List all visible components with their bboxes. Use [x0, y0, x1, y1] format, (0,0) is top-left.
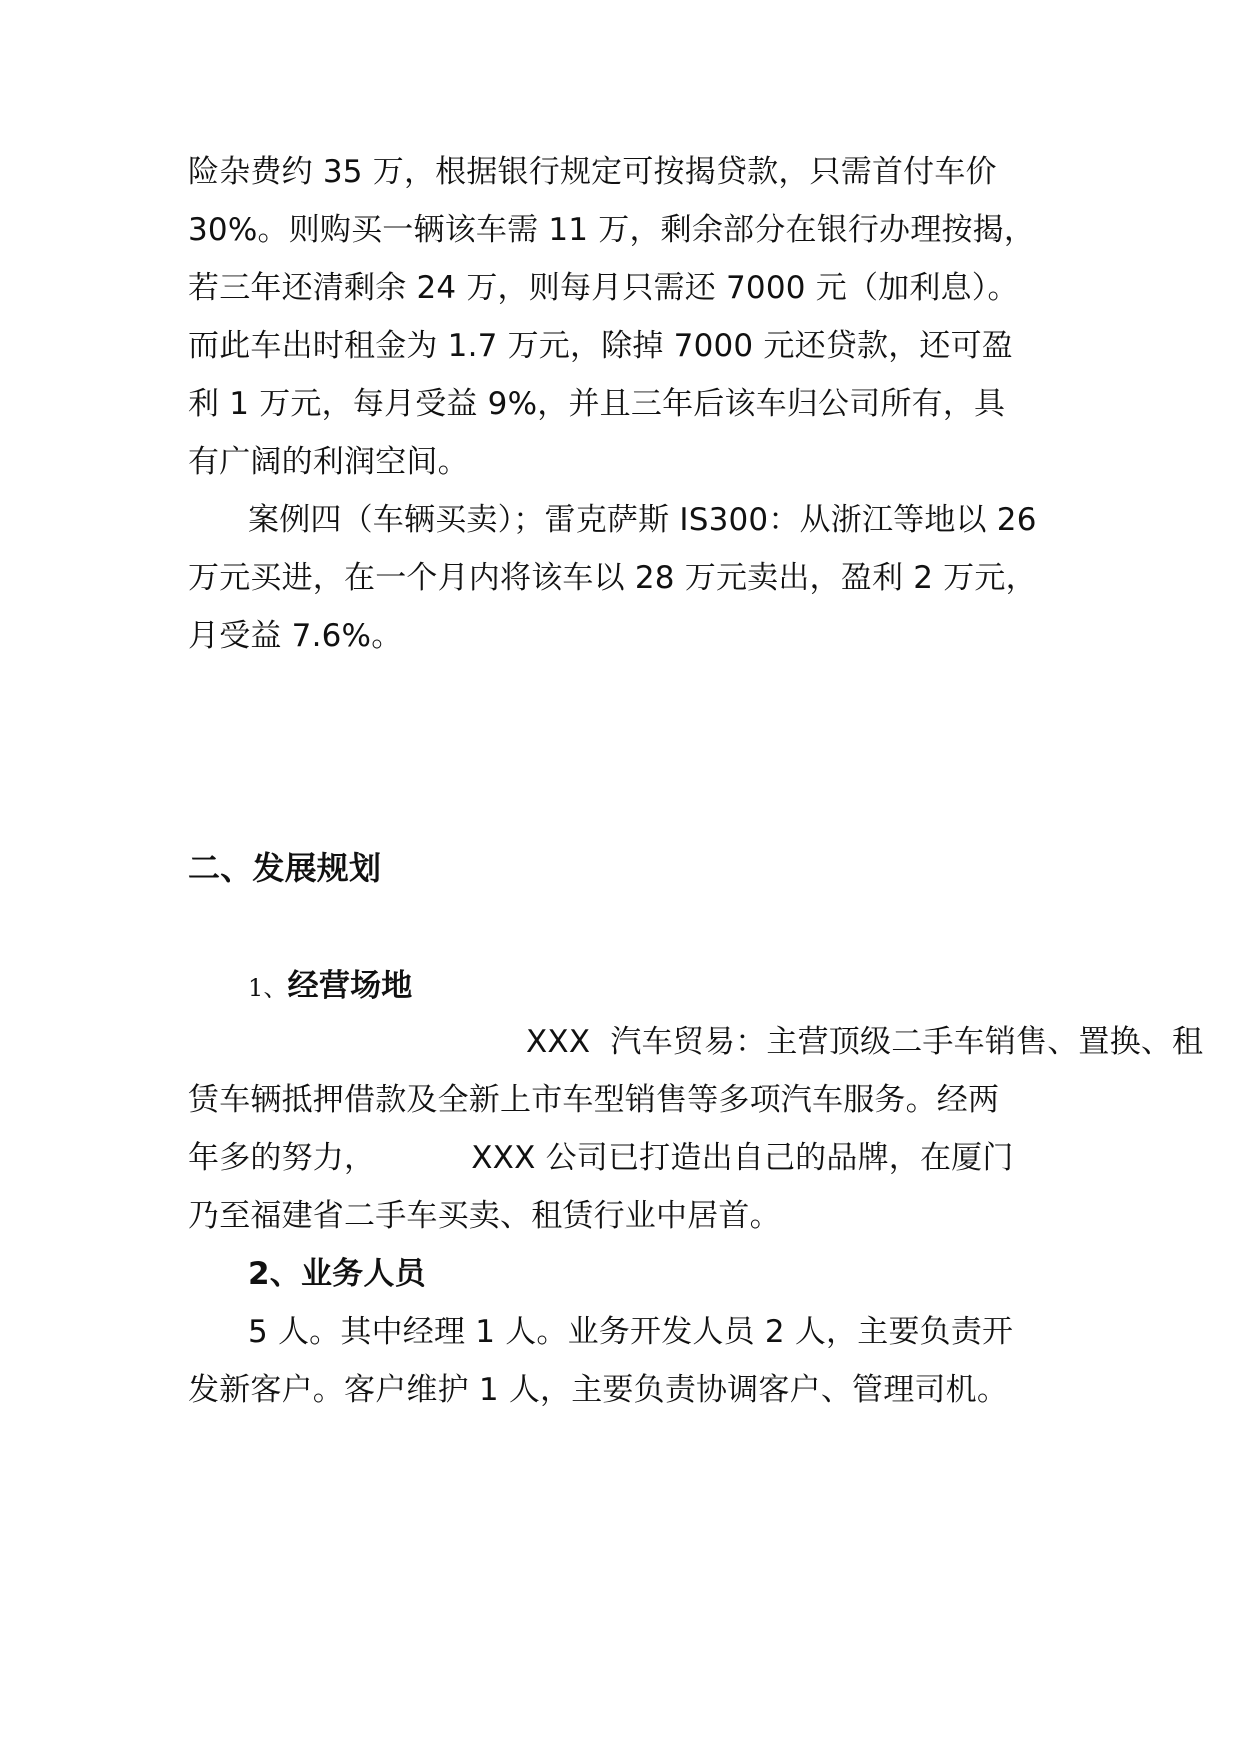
item1-line3-text: 公司已打造出自己的品牌，在厦门: [545, 1140, 1014, 1176]
item2-heading: 2、业务人员: [248, 1256, 426, 1292]
item1-heading: [248, 964, 1128, 1010]
paragraph2-line-2: 万元买进，在一个月内将该车以 28 万元卖出，盈利 2 万元，: [188, 560, 1037, 596]
paragraph2-line-1: 案例四（车辆买卖）；雷克萨斯 IS300：从浙江等地以 26: [248, 502, 1037, 538]
item1-line3-prefix: 年多的努力，: [188, 1140, 376, 1176]
item1-number: 1、: [248, 974, 288, 1002]
paragraph1-line-5: 利 1 万元，每月受益 9%，并且三年后该车归公司所有，具: [188, 386, 1006, 422]
item2-line-1: 5 人。其中经理 1 人。业务开发人员 2 人，主要负责开: [248, 1314, 1014, 1350]
paragraph1-line-3: 若三年还清剩余 24 万，则每月只需还 7000 元（加利息）。: [188, 270, 1019, 306]
item1-line-3: [188, 1136, 1068, 1180]
paragraph2-line-3: 月受益 7.6%。: [188, 618, 403, 654]
item1-title: 经营场地: [287, 968, 413, 1004]
item1-line-4: 乃至福建省二手车买卖、租赁行业中居首。: [188, 1198, 781, 1234]
item2-line-2: 发新客户。客户维护 1 人，主要负责协调客户、管理司机。: [188, 1372, 1009, 1408]
item1-line3-company: XXX: [471, 1140, 536, 1176]
item1-line-2: 赁车辆抵押借款及全新上市车型销售等多项汽车服务。经两: [188, 1082, 1000, 1118]
item1-line1-text: 汽车贸易：主营顶级二手车销售、置换、租: [610, 1024, 1204, 1060]
paragraph1-line-6: 有广阔的利润空间。: [188, 444, 469, 480]
item1-line-1: [188, 1020, 1204, 1064]
section-heading: 二、发展规划: [188, 849, 382, 887]
paragraph1-line-4: 而此车出时租金为 1.7 万元，除掉 7000 元还贷款，还可盈: [188, 328, 1014, 364]
paragraph1-line-1: 险杂费约 35 万，根据银行规定可按揭贷款，只需首付车价: [188, 154, 997, 190]
item1-company: XXX: [526, 1024, 591, 1060]
paragraph1-line-2: 30%。则购买一辆该车需 11 万，剩余部分在银行办理按揭，: [188, 212, 1036, 248]
